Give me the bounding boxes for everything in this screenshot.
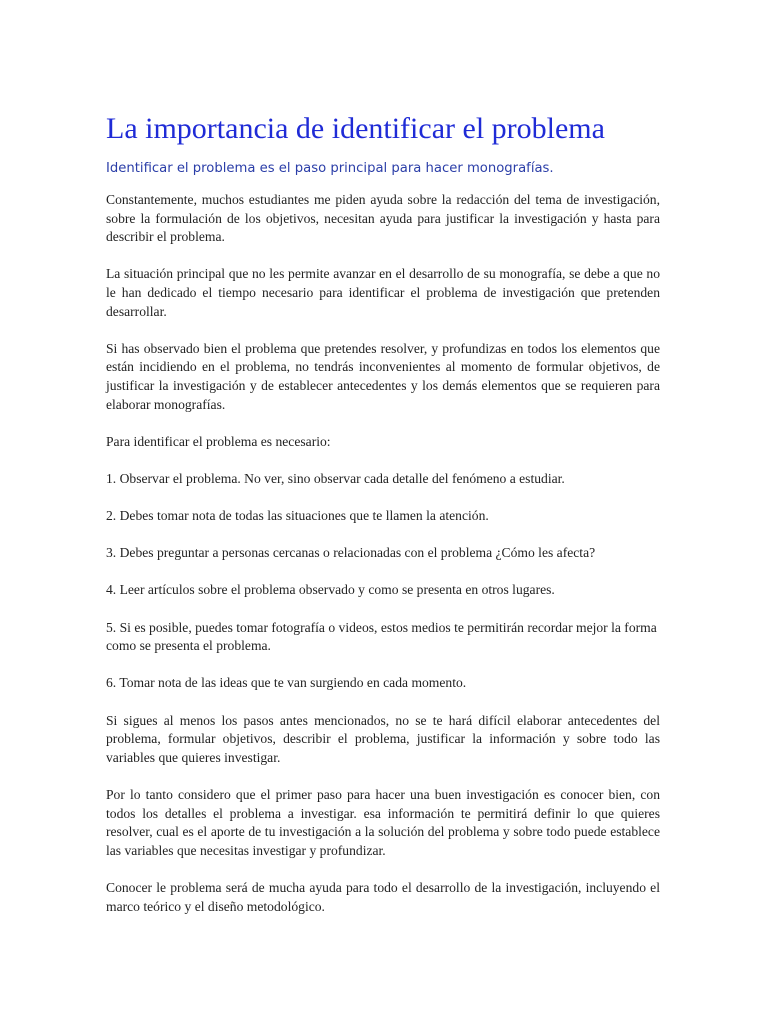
list-item-step-4: 4. Leer artículos sobre el problema observado y como se presenta en otros lugares.: [106, 582, 555, 598]
paragraph-steps-intro: Para identificar el problema es necesario:: [106, 433, 331, 449]
document-body: [106, 191, 660, 935]
list-item-step-5: 5. Si es posible, puedes tomar fotografía o videos, estos medios te permitirán recordar mejor la forma como se presenta el problema.: [106, 619, 657, 654]
document-subtitle: Identificar el problema es el paso principal para hacer monografías.: [106, 161, 554, 176]
paragraph-main-situation: La situación principal que no les permite avanzar en el desarrollo de su monografía, se debe a que no le han dedicado el tiempo necesario para identificar el problema de investigación que pretenden desarrollar.: [106, 266, 660, 319]
list-item-step-3: 3. Debes preguntar a personas cercanas o relacionadas con el problema ¿Cómo les afecta?: [106, 545, 596, 561]
paragraph-observation: Si has observado bien el problema que pretendes resolver, y profundizas en todos los elementos que están incidiendo en el problema, no tendrás inconvenientes al momento de formular objetivos, de justificar la investigación y de establecer antecedentes y los demás elementos que se requieren para elaborar monografías.: [106, 340, 660, 412]
list-item-step-2: 2. Debes tomar nota de todas las situaciones que te llamen la atención.: [106, 508, 489, 524]
list-item-step-1: 1. Observar el problema. No ver, sino observar cada detalle del fenómeno a estudiar.: [106, 470, 565, 486]
paragraph-conclusion: Por lo tanto considero que el primer paso para hacer una buen investigación es conocer bien, con todos los detalles el problema a investigar. esa información te permitirá definir lo que quieres resolver, cual es el aporte de tu investigación a la solución del problema y sobre todo puede establece las variables que necesitas investigar y profundizar.: [106, 787, 660, 858]
paragraph-following-steps: Si sigues al menos los pasos antes mencionados, no se te hará difícil elaborar antecedentes del problema, formular objetivos, describir el problema, justificar la información y sobre todo las variables que quieres investigar.: [106, 712, 660, 765]
paragraph-intro: Constantemente, muchos estudiantes me piden ayuda sobre la redacción del tema de investigación, sobre la formulación de los objetivos, necesitan ayuda para justificar la investigación y hasta para describir el problema.: [106, 192, 660, 245]
document-title: La importancia de identificar el problema: [106, 112, 605, 145]
paragraph-closing: Conocer le problema será de mucha ayuda para todo el desarrollo de la investigación, incluyendo el marco teórico y el diseño metodológico.: [106, 879, 660, 914]
list-item-step-6: 6. Tomar nota de las ideas que te van surgiendo en cada momento.: [106, 675, 467, 691]
